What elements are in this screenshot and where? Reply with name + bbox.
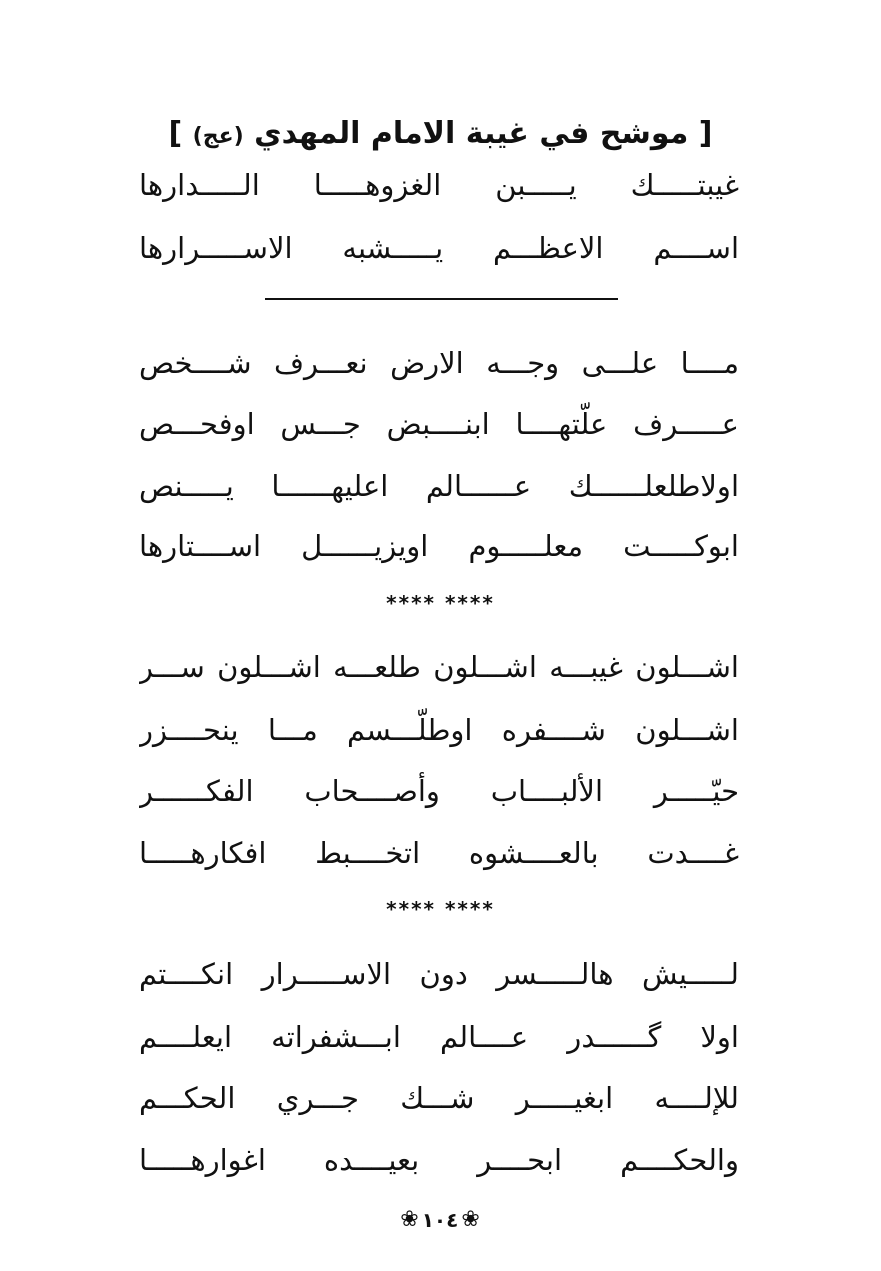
ornament-left-icon: ❀ <box>400 1207 419 1232</box>
stanza2-verse-1: اشـــلون غيبـــه اشـــلون طلعـــه اشـــلون ســـر <box>139 650 739 684</box>
stanza1-verse-4: ابوكـــــت معلـــــوم اويزيــــــل اســــتارها <box>139 529 739 563</box>
page-number: ١٠٤ <box>421 1208 459 1232</box>
stanza1-verse-2: عـــــرف علّتهــــا ابنــــبض جـــس اوفحـــص <box>139 407 739 441</box>
stanza3-verse-3: للإلــــه ابغيـــــر شـــك جـــري الحكـــم <box>139 1081 739 1115</box>
ornament-right-icon: ❀ <box>461 1207 480 1232</box>
poem-title <box>0 112 881 159</box>
title-main: موشح في غيبة الامام المهدي <box>254 116 689 151</box>
page-number-footer <box>390 1202 490 1238</box>
intro-verse-2: اســــم الاعظـــم يـــــشبه الاســـــرارها <box>139 231 739 265</box>
stanza1-verse-3: اولاطلعلــــــك عــــــالم اعليهــــــا يـــــنص <box>139 469 739 503</box>
title-suffix: (عج) <box>192 124 244 149</box>
stanza2-verse-4: غــــدت بالعــــشوه اتخــــبط افكارهـــــا <box>139 836 739 870</box>
stanza-separator-1: **** **** <box>386 591 495 615</box>
stanza2-verse-3: حيّـــــر الألبــــاب وأصــــحاب الفكــــــر <box>139 774 739 808</box>
stanza3-verse-1: لـــــيش هالـــــسر دون الاســـــرار انكــــتم <box>139 957 739 991</box>
intro-verse-1: غيبتـــــك يـــــبن الغزوهـــــا الـــــدارها <box>139 168 739 202</box>
title-close-bracket: ] <box>168 116 183 151</box>
stanza3-verse-4: والحكــــم ابحــــر بعيــــده اغوارهـــــا <box>139 1143 739 1177</box>
stanza1-verse-1: مــــا علـــى وجـــه الارض نعـــرف شــــخص <box>139 346 739 380</box>
title-open-bracket: [ <box>698 116 713 151</box>
stanza3-verse-2: اولا گــــــدر عــــالم ابـــشفراته ايعلــــم <box>139 1020 739 1054</box>
stanza-separator-2: **** **** <box>386 897 495 921</box>
section-divider-line <box>265 298 618 300</box>
stanza2-verse-2: اشـــلون شــــفره اوطلّـــسم مـــا ينحــــزر <box>139 713 739 747</box>
